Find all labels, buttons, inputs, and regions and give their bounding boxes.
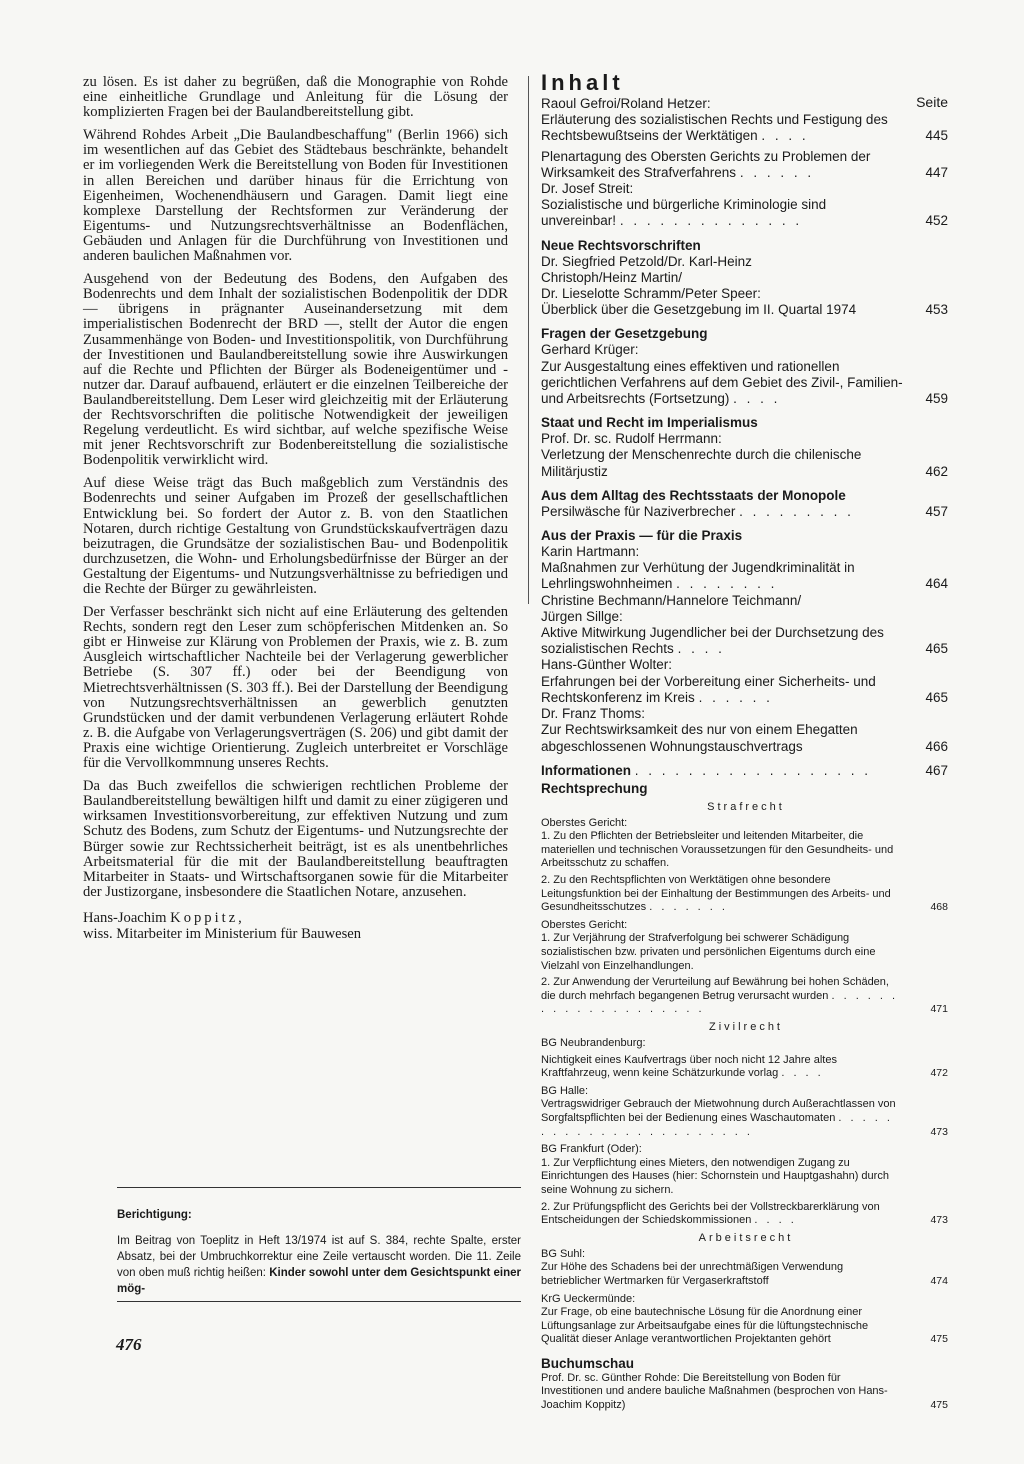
toc-entry-author: Dr. Franz Thoms: [541,706,646,722]
toc-ruling-title: 2. Zur Anwendung der Verurteilung auf Bewährung bei hohen Schäden, die durch mehrfach begangenen Betrug verursacht wurden [541,976,889,1002]
toc-ruling-title: 1. Zu den Pflichten der Betriebsleiter und leitenden Mitarbeiter, die materiellen und technischen Voraussetzungen für den Gesundheits- und Arbeitsschutz zu schaffen. [541,830,894,870]
corrigendum-box [117,1207,521,1297]
toc-ruling-entry[interactable]: Vertragswidriger Gebrauch der Mietwohnung durch Außerachtlassen von Sorgfaltspflichten bei der Bedienung eines Waschautomaten . . . . . . . . . . . . . . . . . . . . . . . 473 [541,1098,948,1138]
divider-rule-bottom [117,1301,521,1302]
toc-entry-author: Christine Bechmann/Hannelore Teichmann/ [541,592,802,608]
toc-entry-page: 467 [925,762,948,778]
toc-ruling-entry[interactable] [541,830,951,871]
reviewer-signature [83,910,508,942]
toc-ruling-entry[interactable]: 2. Zu den Rechtspflichten von Werktätigen ohne besondere Leitungsfunktion bei der Einhaltung der Bestimmungen des Arbeits- und Gesundheitsschutzes . . . . . . . 468 [541,874,948,914]
toc-ruling-entry[interactable]: 2. Zur Anwendung der Verurteilung auf Bewährung bei hohen Schäden, die durch mehrfach begangenen Betrug verursacht wurden . . . . . . . . . . . . . . . . . . . . 471 [541,976,948,1016]
reviewer-title: wiss. Mitarbeiter im Ministerium für Bauwesen [83,925,362,942]
toc-entry-author: Jürgen Sillge: [541,608,623,624]
toc-section-heading[interactable]: Informationen . . . . . . . . . . . . . . . . . . 467 [541,762,948,778]
toc-ruling-entry[interactable] [541,1306,951,1347]
toc-section-heading: Aus der Praxis — für die Praxis [541,528,743,544]
toc-entry-title: Zur Rechtswirksamkeit des nur von einem Ehegatten abgeschlossenen Wohnungstauschvertrags [541,722,858,754]
toc-section-title: Informationen [541,762,631,778]
reviewer-last-name: Koppitz, [170,909,245,926]
review-paragraph: Auf diese Weise trägt das Buch maßgeblich zum Verständnis des Bodenrechts und seiner Aufgaben im Prozeß der gesellschaftlichen Entwicklung bei. So fordert der Autor z. B. von den Staatlichen Notaren, durch richtige Gestaltung von Grundstückskaufverträgen dazu beizutragen, die Grundsätze der sozialistischen Bau- und Bodenpolitik durchzusetzen, die Wohn- und Erholungsbedürfnisse der Bürger an der Gestaltung der Eigentums- und Nutzungsverhältnisse zu befriedigen und die Rechte der Bürger zu gewährleisten. [83,475,508,597]
toc-entry[interactable] [541,706,951,755]
toc-ruling-title: Zur Frage, ob eine bautechnische Lösung für die Anordnung einer Lüftungsanlage zur Arbeitsaufgabe eines für die lüftungstechnische Qualität dieser Anlage verantwortlichen Projektanten gehört [541,1306,869,1346]
toc-entry-page: 459 [925,391,948,407]
toc-entry-title: Sozialistische und bürgerliche Kriminologie sind unvereinbar! [541,197,827,229]
toc-entry-author: Prof. Dr. sc. Rudolf Herrmann: [541,431,722,447]
toc-entry-page: 452 [925,213,948,229]
toc-entry-page: 445 [925,128,948,144]
toc-entry-author: Dr. Lieselotte Schramm/Peter Speer: [541,286,761,302]
toc-ruling-entry[interactable] [541,1261,951,1288]
toc-section-heading: Rechtsprechung [541,780,648,796]
page-number: 476 [116,1335,142,1354]
review-paragraph: zu lösen. Es ist daher zu begrüßen, daß die Monographie von Rohde eine einheitliche Grundlage und Anleitung für die Lösung der komplizierten Fragen bei der Baulandbereitstellung gibt. [83,74,508,121]
toc-entry-author: Raoul Gefroi/Roland Hetzer: [541,96,711,111]
toc-ruling-title: 2. Zur Prüfungspflicht des Gerichts bei der Vollstreckbarerklärung von Entscheidungen der Schiedskommissionen [541,1200,880,1227]
toc-entry[interactable] [541,254,951,319]
toc-entry-author: Dr. Siegfried Petzold/Dr. Karl-Heinz [541,253,752,269]
toc-entry-title: Erläuterung des sozialistischen Rechts und Festigung des Rechtsbewußtseins der Werktätigen [541,112,888,144]
toc-court-name: Oberstes Gericht: [541,816,628,829]
corrigendum-body: Im Beitrag von Toeplitz in Heft 13/1974 ist auf S. 384, rechte Spalte, erster Absatz, bei der Umbruchkorrektur eine Zeile vertauscht worden. Die 11. Zeile von oben muß richtig heißen: [117,1235,521,1279]
toc-entry-page: 473 [930,1125,948,1138]
reviewer-name [83,910,508,926]
corrigendum-correction: Kinder sowohl unter dem Gesichtspunkt einer mög- [117,1267,521,1295]
toc-ruling-entry[interactable]: Nichtigkeit eines Kaufvertrags über noch nicht 12 Jahre altes Kraftfahrzeug, wenn keine Schätzurkunde vorlag . . . . 472 [541,1053,948,1080]
toc-entry-author: Christoph/Heinz Martin/ [541,269,683,285]
toc-court-name: BG Frankfurt (Oder): [541,1143,642,1156]
toc-entry[interactable]: Gerhard Krüger: Zur Ausgestaltung eines effektiven und rationellen gerichtlichen Verfahrens auf dem Gebiet des Zivil-, Familien- und Arbeitsrechts (Fortsetzung) . . . . 459 [541,342,948,407]
toc-subsection-heading: Strafrecht [707,800,785,813]
toc-entry-author: Gerhard Krüger: [541,342,639,358]
toc-page-column-label: Seite [916,94,948,110]
toc-court-name: KrG Ueckermünde: [541,1292,636,1305]
toc-ruling-title: 1. Zur Verjährung der Strafverfolgung bei schwerer Schädigung sozialistischen bzw. privaten und persönlichen Eigentums durch eine Vielzahl von Einzelhandlungen. [541,932,876,972]
toc-ruling-entry[interactable] [541,1157,951,1198]
toc-section-heading: Staat und Recht im Imperialismus [541,415,758,431]
divider-rule-top [117,1187,521,1188]
toc-entry[interactable]: Plenartagung des Obersten Gerichts zu Problemen der Wirksamkeit des Strafverfahrens . . . . . . 447 [541,148,948,180]
toc-ruling-entry[interactable]: 2. Zur Prüfungspflicht des Gerichts bei der Vollstreckbarerklärung von Entscheidungen der Schiedskommissionen . . . . 473 [541,1200,948,1227]
toc-entry-title: Verletzung der Menschenrechte durch die chilenische Militärjustiz [541,447,862,479]
toc-entry[interactable]: Raoul Gefroi/Roland Hetzer: Erläuterung des sozialistischen Rechts und Festigung des Rechtsbewußtseins der Werktätigen . . . . 445 [541,96,948,144]
column-divider [528,76,529,604]
toc-ruling-title: 1. Zur Verpflichtung eines Mieters, den notwendigen Zugang zu Einrichtungen des Hauses (hier: Schornstein und Hauptgashahn) durch seine Wohnung zu sichern. [541,1156,889,1196]
toc-ruling-title: Zur Höhe des Schadens bei der unrechtmäßigen Verwendung betrieblicher Wertmarken für Vergaserkraftstoff [541,1261,844,1287]
reviewer-first-name: Hans-Joachim [83,909,167,926]
toc-court-name: BG Suhl: [541,1247,586,1260]
toc-entry-title: Erfahrungen bei der Vorbereitung einer Sicherheits- und Rechtskonferenz im Kreis [541,673,876,705]
review-paragraph: Während Rohdes Arbeit „Die Baulandbeschaffung" (Berlin 1966) sich im wesentlichen auf das Gebiet des Städtebaus beschränkte, behandelt er im vorliegenden Werk die Bereitstellung von Boden für Investitionen in allen Bereichen und darüber hinaus für die Errichtung von Eigenheimen, Wochenendhäusern und Garagen. Damit liegt eine komplexe Darstellung der Rechtsformen zur Veränderung der Eigentums- und Nutzungsrechtsverhältnisse an Bodenflächen, Gebäuden und Anlagen für die Durchführung von Investitionen und anderen baulichen Maßnahmen vor. [83,127,508,265]
toc-entry[interactable]: Hans-Günther Wolter: Erfahrungen bei der Vorbereitung einer Sicherheits- und Rechtskonferenz im Kreis . . . . . . 465 [541,657,948,705]
toc-entry-page: 472 [930,1067,948,1080]
toc-entry-title: Überblick über die Gesetzgebung im II. Quartal 1974 [541,302,857,318]
toc-entry-page: 465 [925,689,948,705]
toc-title: Inhalt [541,70,624,95]
toc-entry-author: Hans-Günther Wolter: [541,657,673,673]
toc-section-heading: Neue Rechtsvorschriften [541,237,701,253]
toc-ruling-title: 2. Zu den Rechtspflichten von Werktätigen ohne besondere Leitungsfunktion bei der Einhaltung der Bestimmungen des Arbeits- und Gesundheitsschutzes [541,874,891,914]
toc-entry-page: 447 [925,164,948,180]
toc-entry-page: 473 [930,1214,948,1227]
toc-entry-title: Aktive Mitwirkung Jugendlicher bei der Durchsetzung des sozialistischen Rechts [541,625,884,657]
toc-entry-author: Karin Hartmann: [541,544,640,560]
toc-entry[interactable]: Persilwäsche für Naziverbrecher . . . . . . . . . 457 [541,503,948,519]
toc-ruling-entry[interactable] [541,1372,951,1413]
toc-entry-page: 462 [925,463,948,479]
toc-ruling-entry[interactable] [541,932,951,973]
toc-entry[interactable]: Dr. Josef Streit: Sozialistische und bürgerliche Kriminologie sind unvereinbar! . . . . . . . . . . . . . . 452 [541,181,948,229]
toc-entry-page: 468 [930,901,948,914]
toc-ruling-title: Vertragswidriger Gebrauch der Mietwohnung durch Außerachtlassen von Sorgfaltspflichten bei der Bedienung eines Waschautomaten [541,1098,896,1124]
toc-entry-page: 465 [925,641,948,657]
toc-entry-page: 457 [925,503,948,519]
toc-entry[interactable]: Christine Bechmann/Hannelore Teichmann/ Jürgen Sillge: Aktive Mitwirkung Jugendlicher bei der Durchsetzung des sozialistischen Rechts . . . . 465 [541,592,948,657]
toc-entry[interactable] [541,431,951,480]
toc-entry-title: Persilwäsche für Naziverbrecher [541,503,736,519]
toc-entry-page: 464 [925,576,948,592]
toc-subsection-heading: Zivilrecht [708,1021,783,1034]
toc-entry-title: Zur Ausgestaltung eines effektiven und rationellen gerichtlichen Verfahrens auf dem Gebiet des Zivil-, Familien- und Arbeitsrechts (Fortsetzung) [541,358,903,407]
toc-entry-title: Maßnahmen zur Verhütung der Jugendkriminalität in Lehrlingswohnheimen [541,560,855,592]
toc-subsection-heading: Arbeitsrecht [698,1231,794,1244]
corrigendum-title: Berichtigung: [117,1209,192,1221]
toc-entry-page: 471 [930,1003,948,1016]
review-paragraph: Der Verfasser beschränkt sich nicht auf eine Erläuterung des geltenden Rechts, sondern regt den Leser zum schöpferischen Mitdenken an. So gibt er Hinweise zur Klärung von Problemen der Praxis, wie z. B. zum Ausgleich wirtschaftlicher Nachteile bei der Verlagerung gewerblicher Betriebe (S. 307 ff.) oder bei der Beendigung von Mietrechtsverhältnissen (S. 303 ff.). Bei der Darstellung der Beendigung von Nutzungsrechtsverhältnissen an gewerblich genutzten Grundstücken und der damit verbundenen Verlagerung erläutert Rohde z. B. die Aufgabe von Verlagerungsverträgen (S. 206) und gibt damit der Praxis eine wichtige Orientierung. Zugleich unterbreitet er Vorschläge für die Vervollkommnung unseres Rechts. [83,604,508,772]
toc-entry-author: Dr. Josef Streit: [541,181,634,197]
toc-entry-page: 475 [930,1399,948,1412]
toc-entry[interactable]: Karin Hartmann: Maßnahmen zur Verhütung der Jugendkriminalität in Lehrlingswohnheimen . . . . . . . . 464 [541,544,948,592]
toc-court-name: BG Halle: [541,1084,589,1097]
toc-entry-page: 474 [930,1274,948,1287]
toc-ruling-title: Prof. Dr. sc. Günther Rohde: Die Bereitstellung von Boden für Investitionen und andere bauliche Maßnahmen (besprochen von Hans-Joachim Koppitz) [541,1371,888,1412]
table-of-contents [541,70,951,1413]
toc-section-heading: Aus dem Alltag des Rechtsstaats der Monopole [541,487,846,503]
toc-court-name: BG Neubrandenburg: [541,1037,646,1050]
toc-entry-title: Plenartagung des Obersten Gerichts zu Problemen der Wirksamkeit des Strafverfahrens [541,148,871,180]
toc-ruling-title: Nichtigkeit eines Kaufvertrags über noch nicht 12 Jahre altes Kraftfahrzeug, wenn keine Schätzurkunde vorlag [541,1053,837,1080]
toc-court-name: Oberstes Gericht: [541,918,628,931]
corrigendum-text [117,1233,521,1297]
review-paragraph: Ausgehend von der Bedeutung des Bodens, den Aufgaben des Bodenrechts und dem Inhalt der sozialistischen Bodenpolitik der DDR — übrigens in prägnanter Auseinandersetzung mit dem imperialistischen Bodenrecht der BRD —, stellt der Autor die engen Zusammenhänge von Boden- und Investitionspolitik, von Durchführung der Investitionen und Baulandbereitstellung sowie ihre Auswirkungen auf die Rechte und Pflichten der Bürger als Bodeneigentümer und -nutzer dar. Darauf aufbauend, erläutert er die einzelnen Teilbereiche der Baulandbereitstellung. Dem Leser wird gleichzeitig mit der Erläuterung der Rechtsvorschriften die politische Notwendigkeit der jeweiligen Regelung verdeutlicht. Es wird sichtbar, auf welche spezifische Weise mit jener Rechtsvorschrift zur Bodenbereitstellung die sozialistische Bodenpolitik verwirklicht wird. [83,271,508,469]
toc-entry-page: 466 [925,738,948,754]
toc-entry-page: 475 [930,1333,948,1346]
toc-entry-page: 453 [925,302,948,318]
review-column [83,75,508,942]
toc-section-heading: Fragen der Gesetzgebung [541,326,708,342]
toc-section-heading: Buchumschau [541,1355,635,1371]
review-paragraph: Da das Buch zweifellos die schwierigen rechtlichen Probleme der Baulandbereitstellung bewältigen hilft und damit zu einer zügigeren und wirksamen Investitionsvorbereitung, zur effektiven Nutzung und zum Schutz des Bodens, zum Schutz der Eigentums- und Nutzungsrechte der Bürger sowie zur Rechtssicherheit beiträgt, ist es als unentbehrliches Arbeitsmaterial für die mit der Baulandbereitstellung beauftragten Mitarbeiter in Staats- und Wirtschaftsorganen sowie für die Mitarbeiter der Justizorgane, insbesondere die Staatlichen Notare, anzusehen. [83,778,508,900]
